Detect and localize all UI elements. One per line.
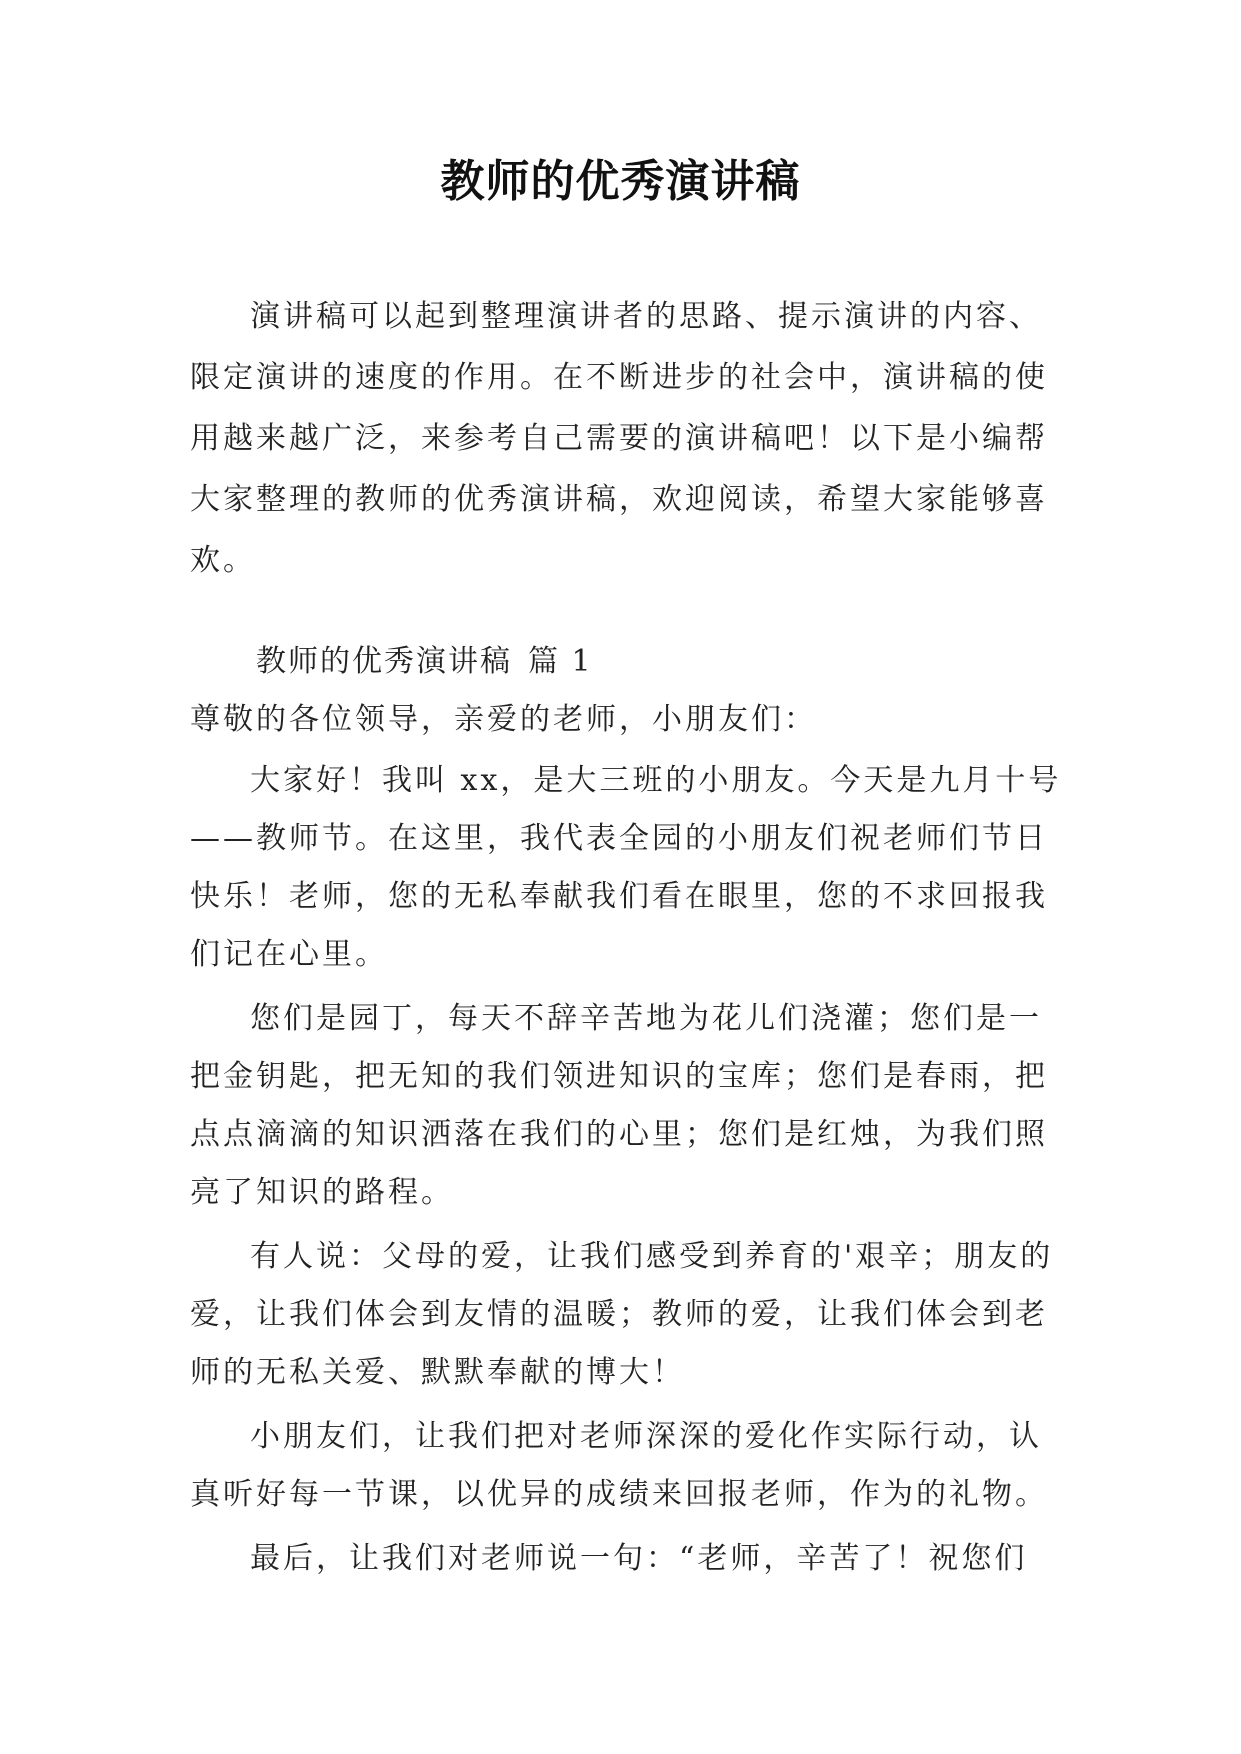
speech-paragraph-4: 小朋友们，让我们把对老师深深的爱化作实际行动，认真听好每一节课，以优异的成绩来回报老师，作为的礼物。 bbox=[190, 1419, 1048, 1512]
section-heading-title: 教师的优秀演讲稿 bbox=[256, 644, 512, 679]
speech-paragraph-5: 最后，让我们对老师说一句：“老师，辛苦了！祝您们 bbox=[250, 1541, 1028, 1576]
intro-paragraph: 演讲稿可以起到整理演讲者的思路、提示演讲的内容、限定演讲的速度的作用。在不断进步的社会中，演讲稿的使用越来越广泛，来参考自己需要的演讲稿吧！以下是小编帮大家整理的教师的优秀演讲稿，欢迎阅读，希望大家能够喜欢。 bbox=[190, 299, 1048, 578]
salutation: 尊敬的各位领导，亲爱的老师，小朋友们： bbox=[190, 702, 817, 737]
speech-paragraph-3: 有人说：父母的爱，让我们感受到养育的'艰辛；朋友的爱，让我们体会到友情的温暖；教师的爱，让我们体会到老师的无私关爱、默默奉献的博大！ bbox=[190, 1239, 1054, 1390]
section-heading bbox=[256, 637, 593, 687]
intro-section bbox=[190, 286, 1070, 591]
speech-paragraph-2: 您们是园丁，每天不辞辛苦地为花儿们浇灌；您们是一把金钥匙，把无知的我们领进知识的宝库；您们是春雨，把点点滴滴的知识洒落在我们的心里；您们是红烛，为我们照亮了知识的路程。 bbox=[190, 1001, 1048, 1210]
salutation-block bbox=[190, 695, 1070, 745]
section-heading-number: 篇 1 bbox=[528, 644, 593, 679]
speech-paragraph-1: 大家好！我叫 xx，是大三班的小朋友。今天是九月十号——教师节。在这里，我代表全园的小朋友们祝老师们节日快乐！老师，您的无私奉献我们看在眼里，您的不求回报我们记在心里。 bbox=[190, 763, 1062, 972]
document-title: 教师的优秀演讲稿 bbox=[440, 156, 801, 207]
speech-body bbox=[190, 752, 1070, 1594]
